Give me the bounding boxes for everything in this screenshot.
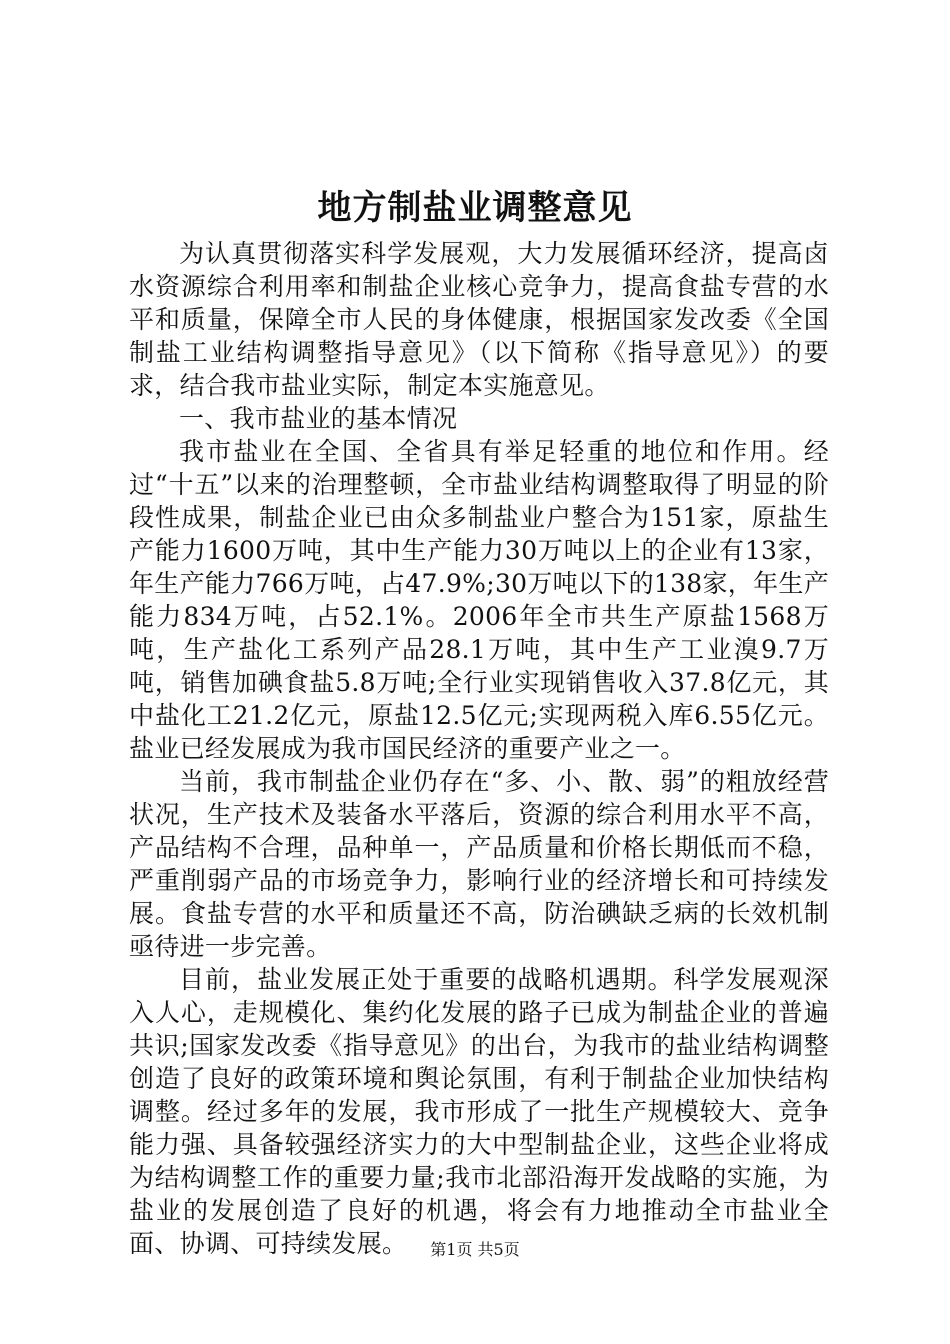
document-body (129, 237, 829, 1260)
body-paragraph: 当前，我市制盐企业仍存在“多、小、散、弱”的粗放经营状况，生产技术及装备水平落后，资源的综合利用水平不高，产品结构不合理，品种单一，产品质量和价格长期低而不稳，严重削弱产品的市场竞争力，影响行业的经济增长和可持续发展。食盐专营的水平和质量还不高，防治碘缺乏病的长效机制亟待进一步完善。 (129, 767, 829, 961)
intro-paragraph: 为认真贯彻落实科学发展观，大力发展循环经济，提高卤水资源综合利用率和制盐企业核心竞争力，提高食盐专营的水平和质量，保障全市人民的身体健康，根据国家发改委《全国制盐工业结构调整指导意见》（以下简称《指导意见》）的要求，结合我市盐业实际，制定本实施意见。 (129, 239, 829, 400)
section-heading: 一、我市盐业的基本情况 (179, 404, 458, 433)
page-footer: 第1页 共5页 (430, 1240, 520, 1259)
body-paragraph: 目前，盐业发展正处于重要的战略机遇期。科学发展观深入人心，走规模化、集约化发展的路子已成为制盐企业的普遍共识;国家发改委《指导意见》的出台，为我市的盐业结构调整创造了良好的政策环境和舆论氛围，有利于制盐企业加快结构调整。经过多年的发展，我市形成了一批生产规模较大、竞争能力强、具备较强经济实力的大中型制盐企业，这些企业将成为结构调整工作的重要力量;我市北部沿海开发战略的实施，为盐业的发展创造了良好的机遇，将会有力地推动全市盐业全面、协调、可持续发展。 (129, 965, 829, 1258)
document-title: 地方制盐业调整意见 (317, 188, 633, 228)
body-paragraph: 我市盐业在全国、全省具有举足轻重的地位和作用。经过“十五”以来的治理整顿，全市盐业结构调整取得了明显的阶段性成果，制盐企业已由众多制盐业户整合为151家，原盐生产能力1600万吨，其中生产能力30万吨以上的企业有13家，年生产能力766万吨，占47.9%;30万吨以下的138家，年生产能力834万吨，占52.1%。2006年全市共生产原盐1568万吨，生产盐化工系列产品28.1万吨，其中生产工业溴9.7万吨，销售加碘食盐5.8万吨;全行业实现销售收入37.8亿元，其中盐化工21.2亿元，原盐12.5亿元;实现两税入库6.55亿元。盐业已经发展成为我市国民经济的重要产业之一。 (129, 437, 829, 763)
